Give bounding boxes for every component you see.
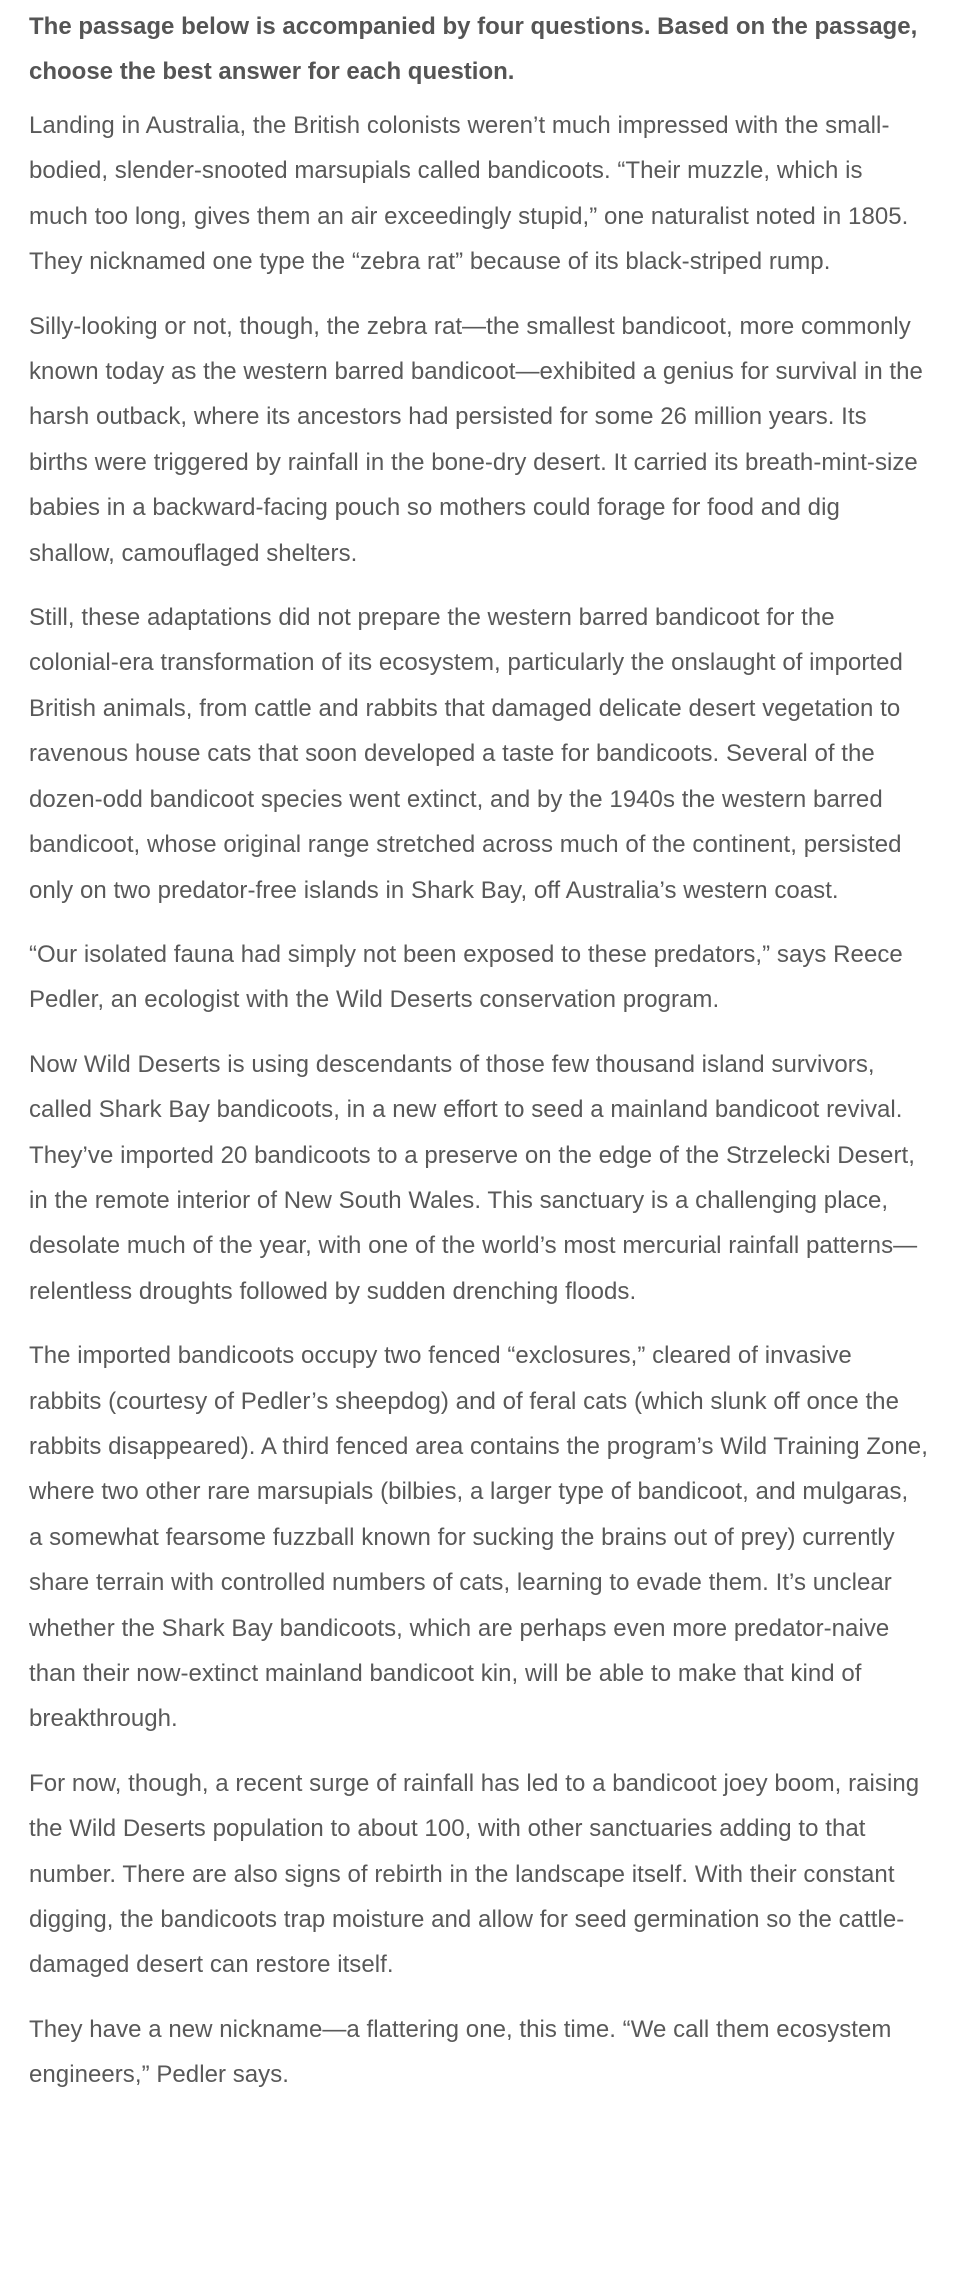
passage-paragraph-5: Now Wild Deserts is using descendants of those few thousand island survivors, called Shark Bay bandicoots, in a new effort to seed a mainland bandicoot revival. They’ve imported 20 bandicoots to a preserve on the edge of the Strzelecki Desert, in the remote interior of New South Wales. This sanctuary is a challenging place, desolate much of the year, with one of the world’s most mercurial rainfall patterns—relentless droughts followed by sudden drenching floods. (29, 1050, 918, 1305)
passage-paragraph-4: “Our isolated fauna had simply not been exposed to these predators,” says Reece Pedler, an ecologist with the Wild Deserts conservation program. (29, 940, 903, 1014)
passage-paragraph-8: They have a new nickname—a flattering one, this time. “We call them ecosystem engineers,” Pedler says. (29, 2015, 892, 2089)
passage-paragraph-1: Landing in Australia, the British colonists weren’t much impressed with the small-bodied, slender-snooted marsupials called bandicoots. “Their muzzle, which is much too long, gives them an air exceedingly stupid,” one naturalist noted in 1805. They nicknamed one type the “zebra rat” because of its black-striped rump. (29, 112, 909, 276)
passage-paragraph-6: The imported bandicoots occupy two fenced “exclosures,” cleared of invasive rabbits (courtesy of Pedler’s sheepdog) and of feral cats (which slunk off once the rabbits disappeared). A third fenced area contains the program’s Wild Training Zone, where two other rare marsupials (bilbies, a larger type of bandicoot, and mulgaras, a somewhat fearsome fuzzball known for sucking the brains out of prey) currently share terrain with controlled numbers of cats, learning to evade them. It’s unclear whether the Shark Bay bandicoots, which are perhaps even more predator-naive than their now-extinct mainland bandicoot kin, will be able to make that kind of breakthrough. (29, 1342, 928, 1733)
passage-paragraph-7: For now, though, a recent surge of rainfall has led to a bandicoot joey boom, raising the Wild Deserts population to about 100, with other sanctuaries adding to that number. There are also signs of rebirth in the landscape itself. With their constant digging, the bandicoots trap moisture and allow for seed germination so the cattle-damaged desert can restore itself. (29, 1769, 920, 1979)
passage-paragraph-2: Silly-looking or not, though, the zebra rat—the smallest bandicoot, more commonly known today as the western barred bandicoot—exhibited a genius for survival in the harsh outback, where its ancestors had persisted for some 26 million years. Its births were triggered by rainfall in the bone-dry desert. It carried its breath-mint-size babies in a backward-facing pouch so mothers could forage for food and dig shallow, camouflaged shelters. (29, 312, 923, 567)
passage-instructions: The passage below is accompanied by four questions. Based on the passage, choose the best answer for each question. (29, 13, 918, 85)
passage-paragraph-3: Still, these adaptations did not prepare the western barred bandicoot for the colonial-era transformation of its ecosystem, particularly the onslaught of imported British animals, from cattle and rabbits that damaged delicate desert vegetation to ravenous house cats that soon developed a taste for bandicoots. Several of the dozen-odd bandicoot species went extinct, and by the 1940s the western barred bandicoot, whose original range stretched across much of the continent, persisted only on two predator-free islands in Shark Bay, off Australia’s western coast. (29, 604, 903, 904)
